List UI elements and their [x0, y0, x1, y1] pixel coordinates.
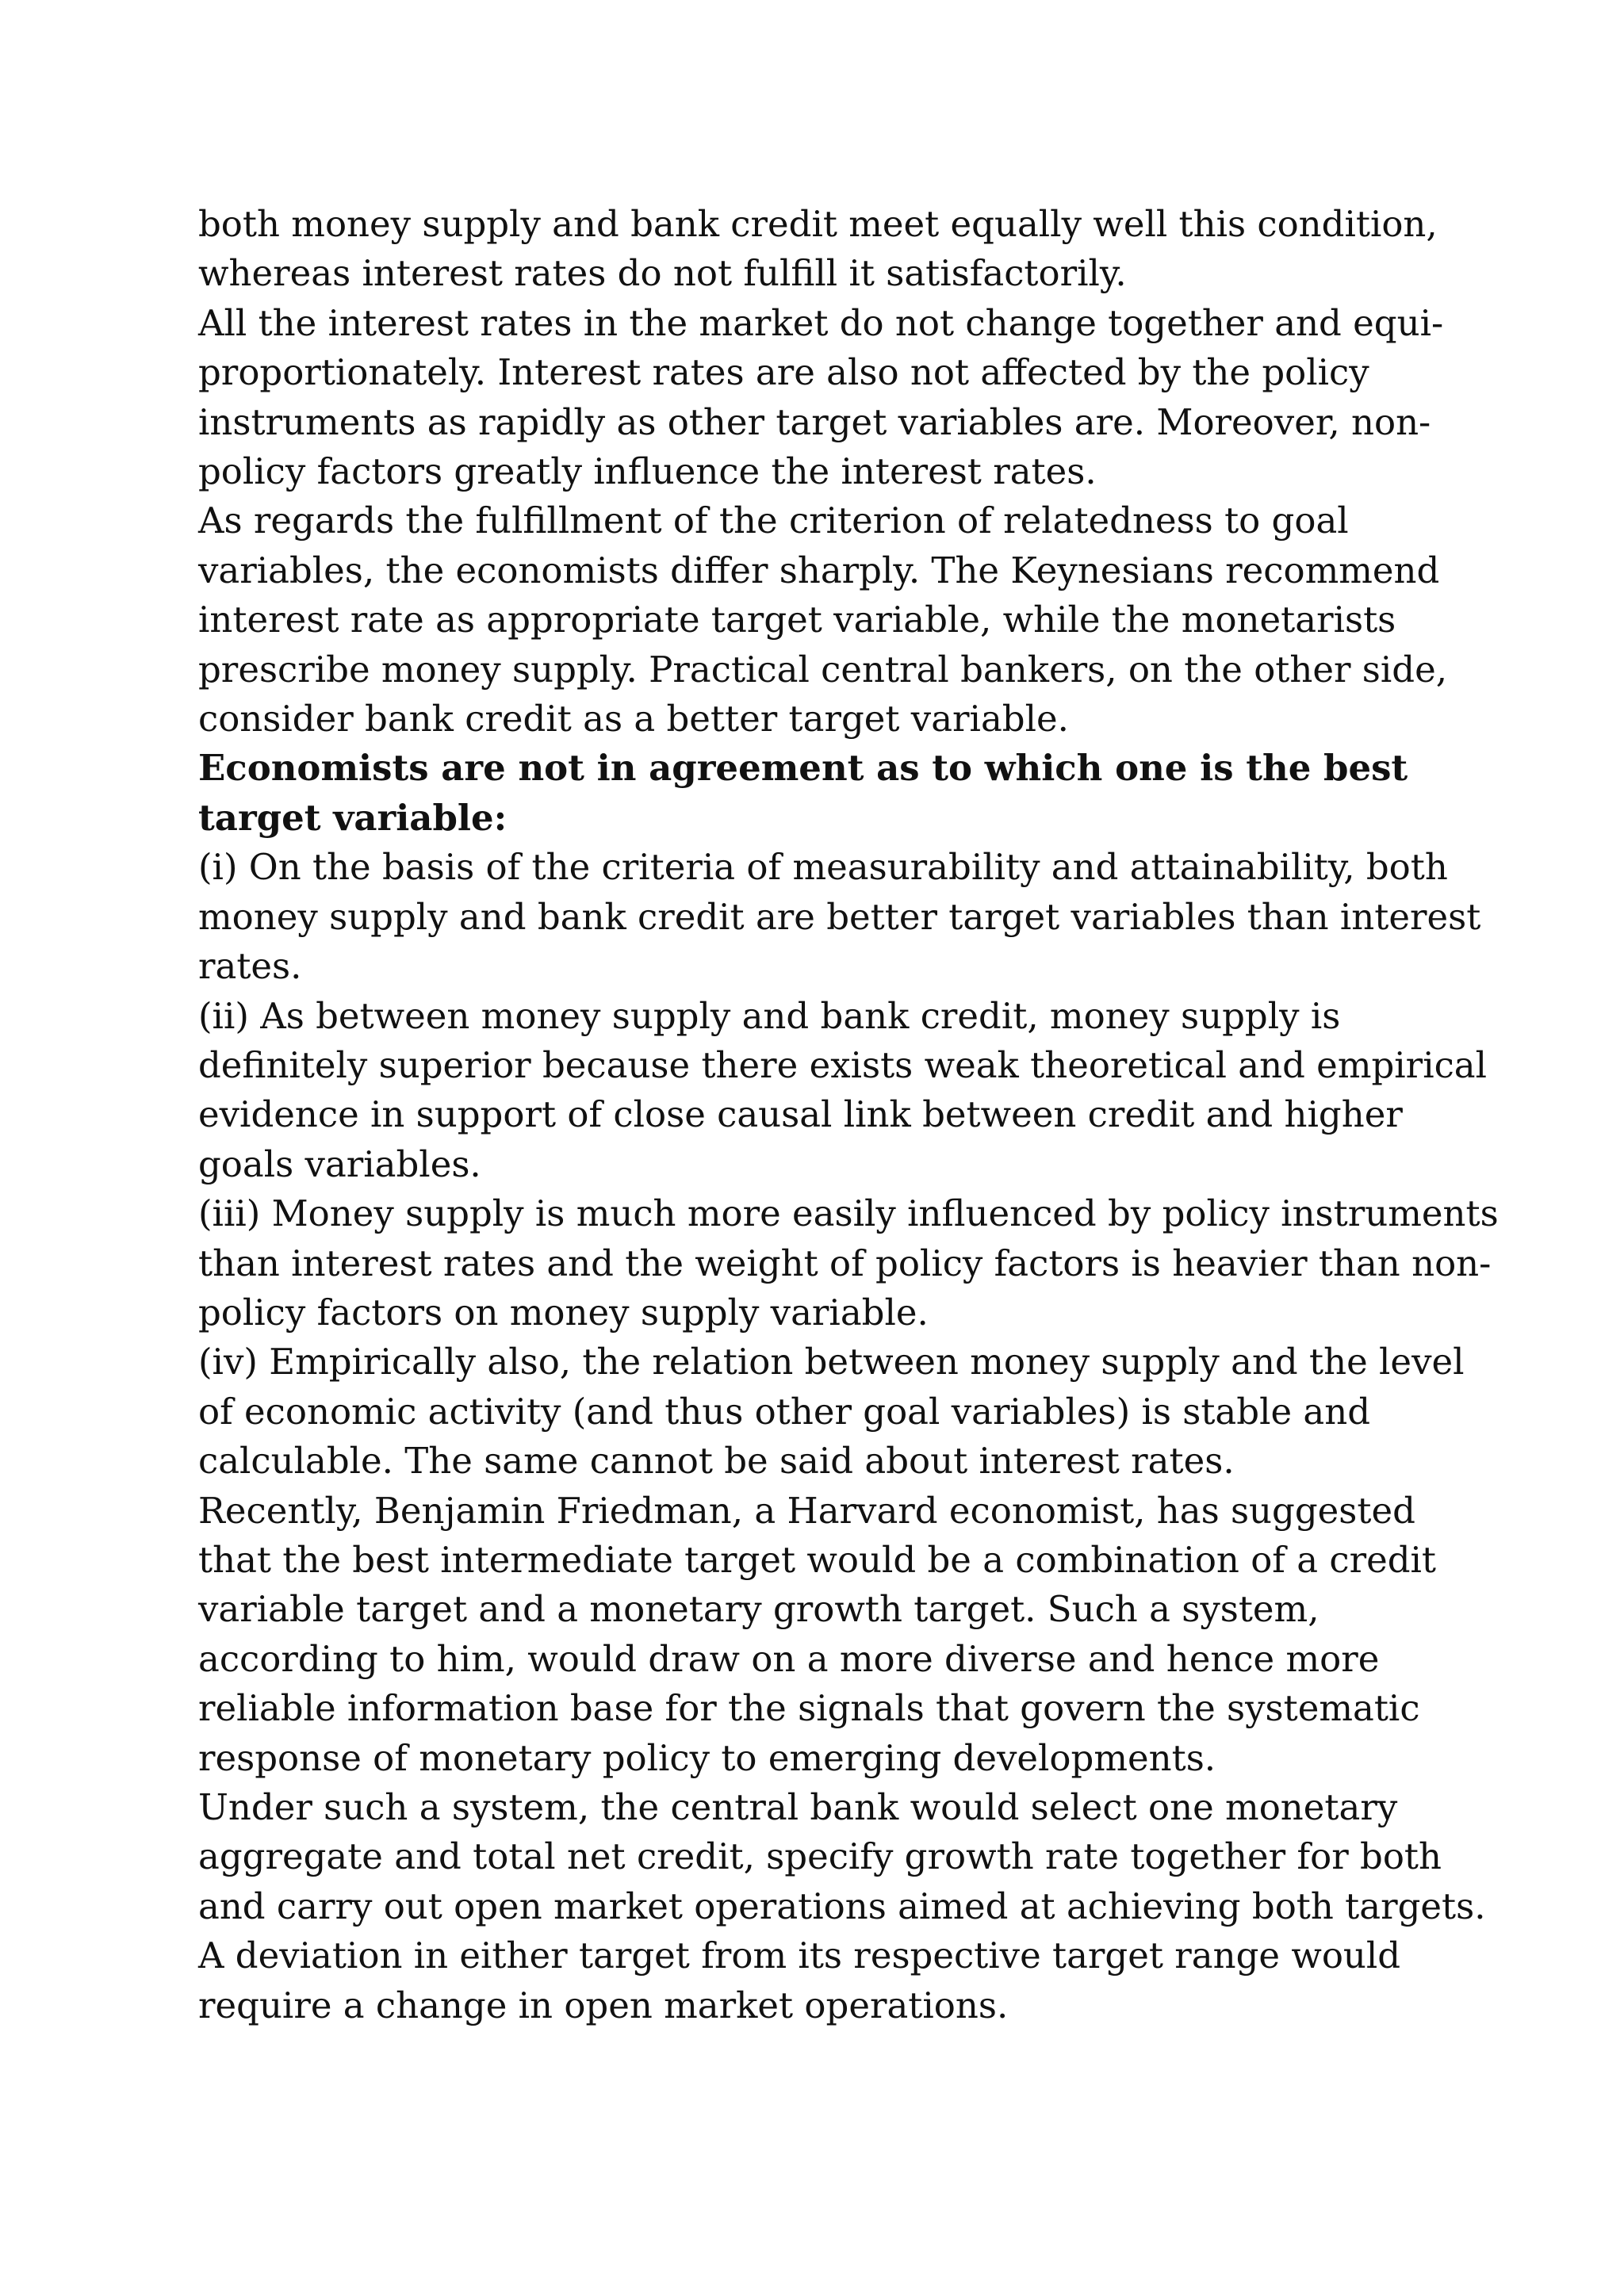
paragraph-friedman-suggestion: Recently, Benjamin Friedman, a Harvard economist, has suggested that the best intermediate target would be a combination of a credit variable target and a monetary growth target. Such a system, according to him, would draw on a more diverse and hence more reliable information base for the signals that govern the systematic response of monetary policy to emerging developments. [198, 1489, 1437, 1779]
list-item-iv-empirical-relation: (iv) Empirically also, the relation between money supply and the level of economic activity (and thus other goal variables) is stable and calculable. The same cannot be said about interest rates. [198, 1341, 1465, 1483]
document-body [198, 200, 1499, 2030]
paragraph-central-bank-system: Under such a system, the central bank would select one monetary aggregate and total net credit, specify growth rate together for both and carry out open market operations aimed at achieving both targets. A deviation in either target from its respective target range would require a change in open market operations. [198, 1786, 1486, 2026]
paragraph-interest-rates-change: All the interest rates in the market do not change together and equi-proportionately. Interest rates are also not affected by the policy instruments as rapidly as other target variables are. Moreover, non-policy factors greatly influence the interest rates. [198, 301, 1444, 493]
paragraph-condition-continuation: both money supply and bank credit meet equally well this condition, whereas interest rates do not fulfill it satisfactorily. [198, 203, 1438, 295]
list-item-iii-policy-instruments: (iii) Money supply is much more easily influenced by policy instruments than interest rates and the weight of policy factors is heavier than non- policy factors on money supply variable. [198, 1192, 1499, 1334]
paragraph-relatedness-criterion: As regards the fulfillment of the criterion of relatedness to goal variables, the economists differ sharply. The Keynesians recommend interest rate as appropriate target variable, while the monetarists prescribe money supply. Practical central bankers, on the other side, consider bank credit as a better target variable. [198, 499, 1448, 740]
list-item-ii-money-vs-credit: (ii) As between money supply and bank credit, money supply is definitely superior because there exists weak theoretical and empirical evidence in support of close causal link between credit and higher goals variables. [198, 994, 1488, 1185]
section-heading-best-target-variable: Economists are not in agreement as to which one is the best target variable: [198, 747, 1408, 839]
list-item-i-measurability: (i) On the basis of the criteria of measurability and attainability, both money supply and bank credit are better target variables than interest rates. [198, 846, 1481, 988]
